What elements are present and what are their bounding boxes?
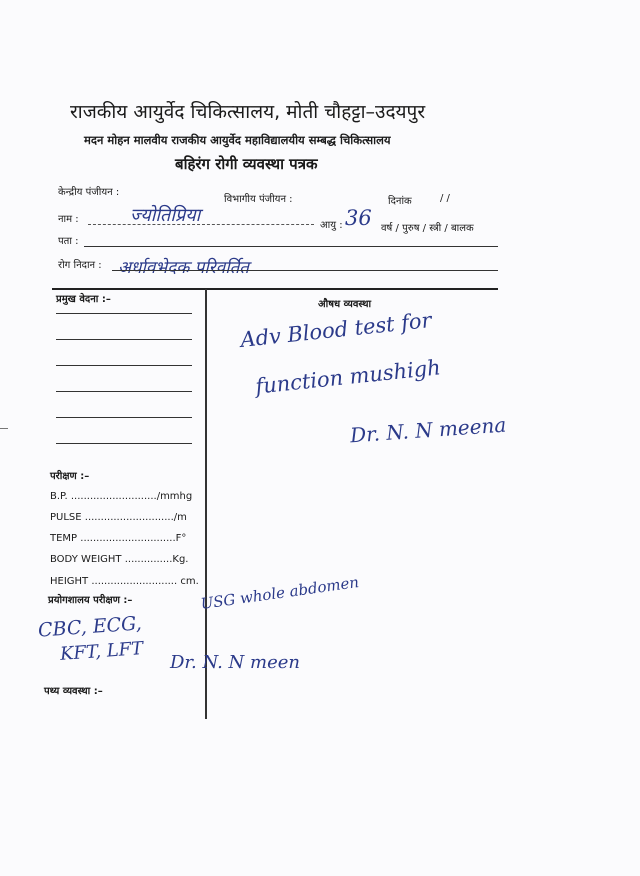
- handwritten-rx-line1: Adv Blood test for: [239, 308, 433, 352]
- date-slashes: / /: [440, 193, 450, 204]
- exam-temp: TEMP ..............................F°: [50, 533, 187, 544]
- complaint-line: [56, 313, 192, 314]
- diagnosis-line: [112, 270, 498, 271]
- complaint-line: [56, 391, 192, 392]
- complaint-line: [56, 417, 192, 418]
- table-top-rule: [52, 288, 498, 290]
- handwritten-name: ज्योतिप्रिया: [130, 205, 201, 226]
- date-label: दिनांक: [388, 196, 412, 207]
- exam-weight: BODY WEIGHT ...............Kg.: [50, 554, 189, 565]
- exam-bp: B.P. .........................../mmhg: [50, 491, 193, 502]
- handwritten-diagnosis: अर्धावभेदक परिवर्तित: [118, 258, 249, 278]
- examination-heading: परीक्षण :–: [50, 471, 90, 482]
- hospital-name: राजकीय आयुर्वेद चिकित्सालय, मोती चौहट्टा–उदयपुर: [70, 101, 426, 123]
- chief-complaint-heading: प्रमुख वेदना :–: [56, 294, 111, 305]
- handwritten-lab-line3: USG whole abdomen: [199, 572, 361, 614]
- name-line: [88, 224, 314, 225]
- handwritten-lab-line2: KFT, LFT: [59, 638, 144, 665]
- diagnosis-label: रोग निदान :: [58, 260, 102, 271]
- dept-reg-label: विभागीय पंजीयन :: [224, 194, 293, 205]
- complaint-line: [56, 443, 192, 444]
- form-title: बहिरंग रोगी व्यवस्था पत्रक: [175, 155, 318, 173]
- handwritten-lab-signature: Dr. N. N meen: [170, 652, 300, 673]
- margin-tick: [0, 428, 8, 429]
- exam-height: HEIGHT ........................... cm.: [50, 576, 199, 587]
- handwritten-rx-line2: function mushigh: [254, 355, 442, 399]
- age-label: आयु :: [320, 220, 343, 231]
- central-reg-label: केन्द्रीय पंजीयन :: [58, 187, 120, 198]
- exam-pulse: PULSE ............................/m: [50, 512, 187, 523]
- name-label: नाम :: [58, 214, 79, 225]
- handwritten-lab-line1: CBC, ECG,: [37, 612, 143, 642]
- handwritten-age: 36: [345, 206, 372, 230]
- complaint-line: [56, 365, 192, 366]
- address-label: पता :: [58, 236, 79, 247]
- affiliation-line: मदन मोहन मालवीय राजकीय आयुर्वेद महाविद्यालयीय सम्बद्ध चिकित्सालय: [84, 133, 391, 147]
- lab-tests-heading: प्रयोगशालय परीक्षण :–: [48, 595, 133, 606]
- complaint-line: [56, 339, 192, 340]
- address-line: [84, 246, 498, 247]
- diet-heading: पथ्य व्यवस्था :–: [44, 686, 103, 697]
- age-suffix: वर्ष / पुरुष / स्त्री / बालक: [381, 223, 474, 234]
- medication-heading: औषध व्यवस्था: [318, 299, 372, 310]
- handwritten-rx-signature: Dr. N. N meena: [349, 412, 508, 448]
